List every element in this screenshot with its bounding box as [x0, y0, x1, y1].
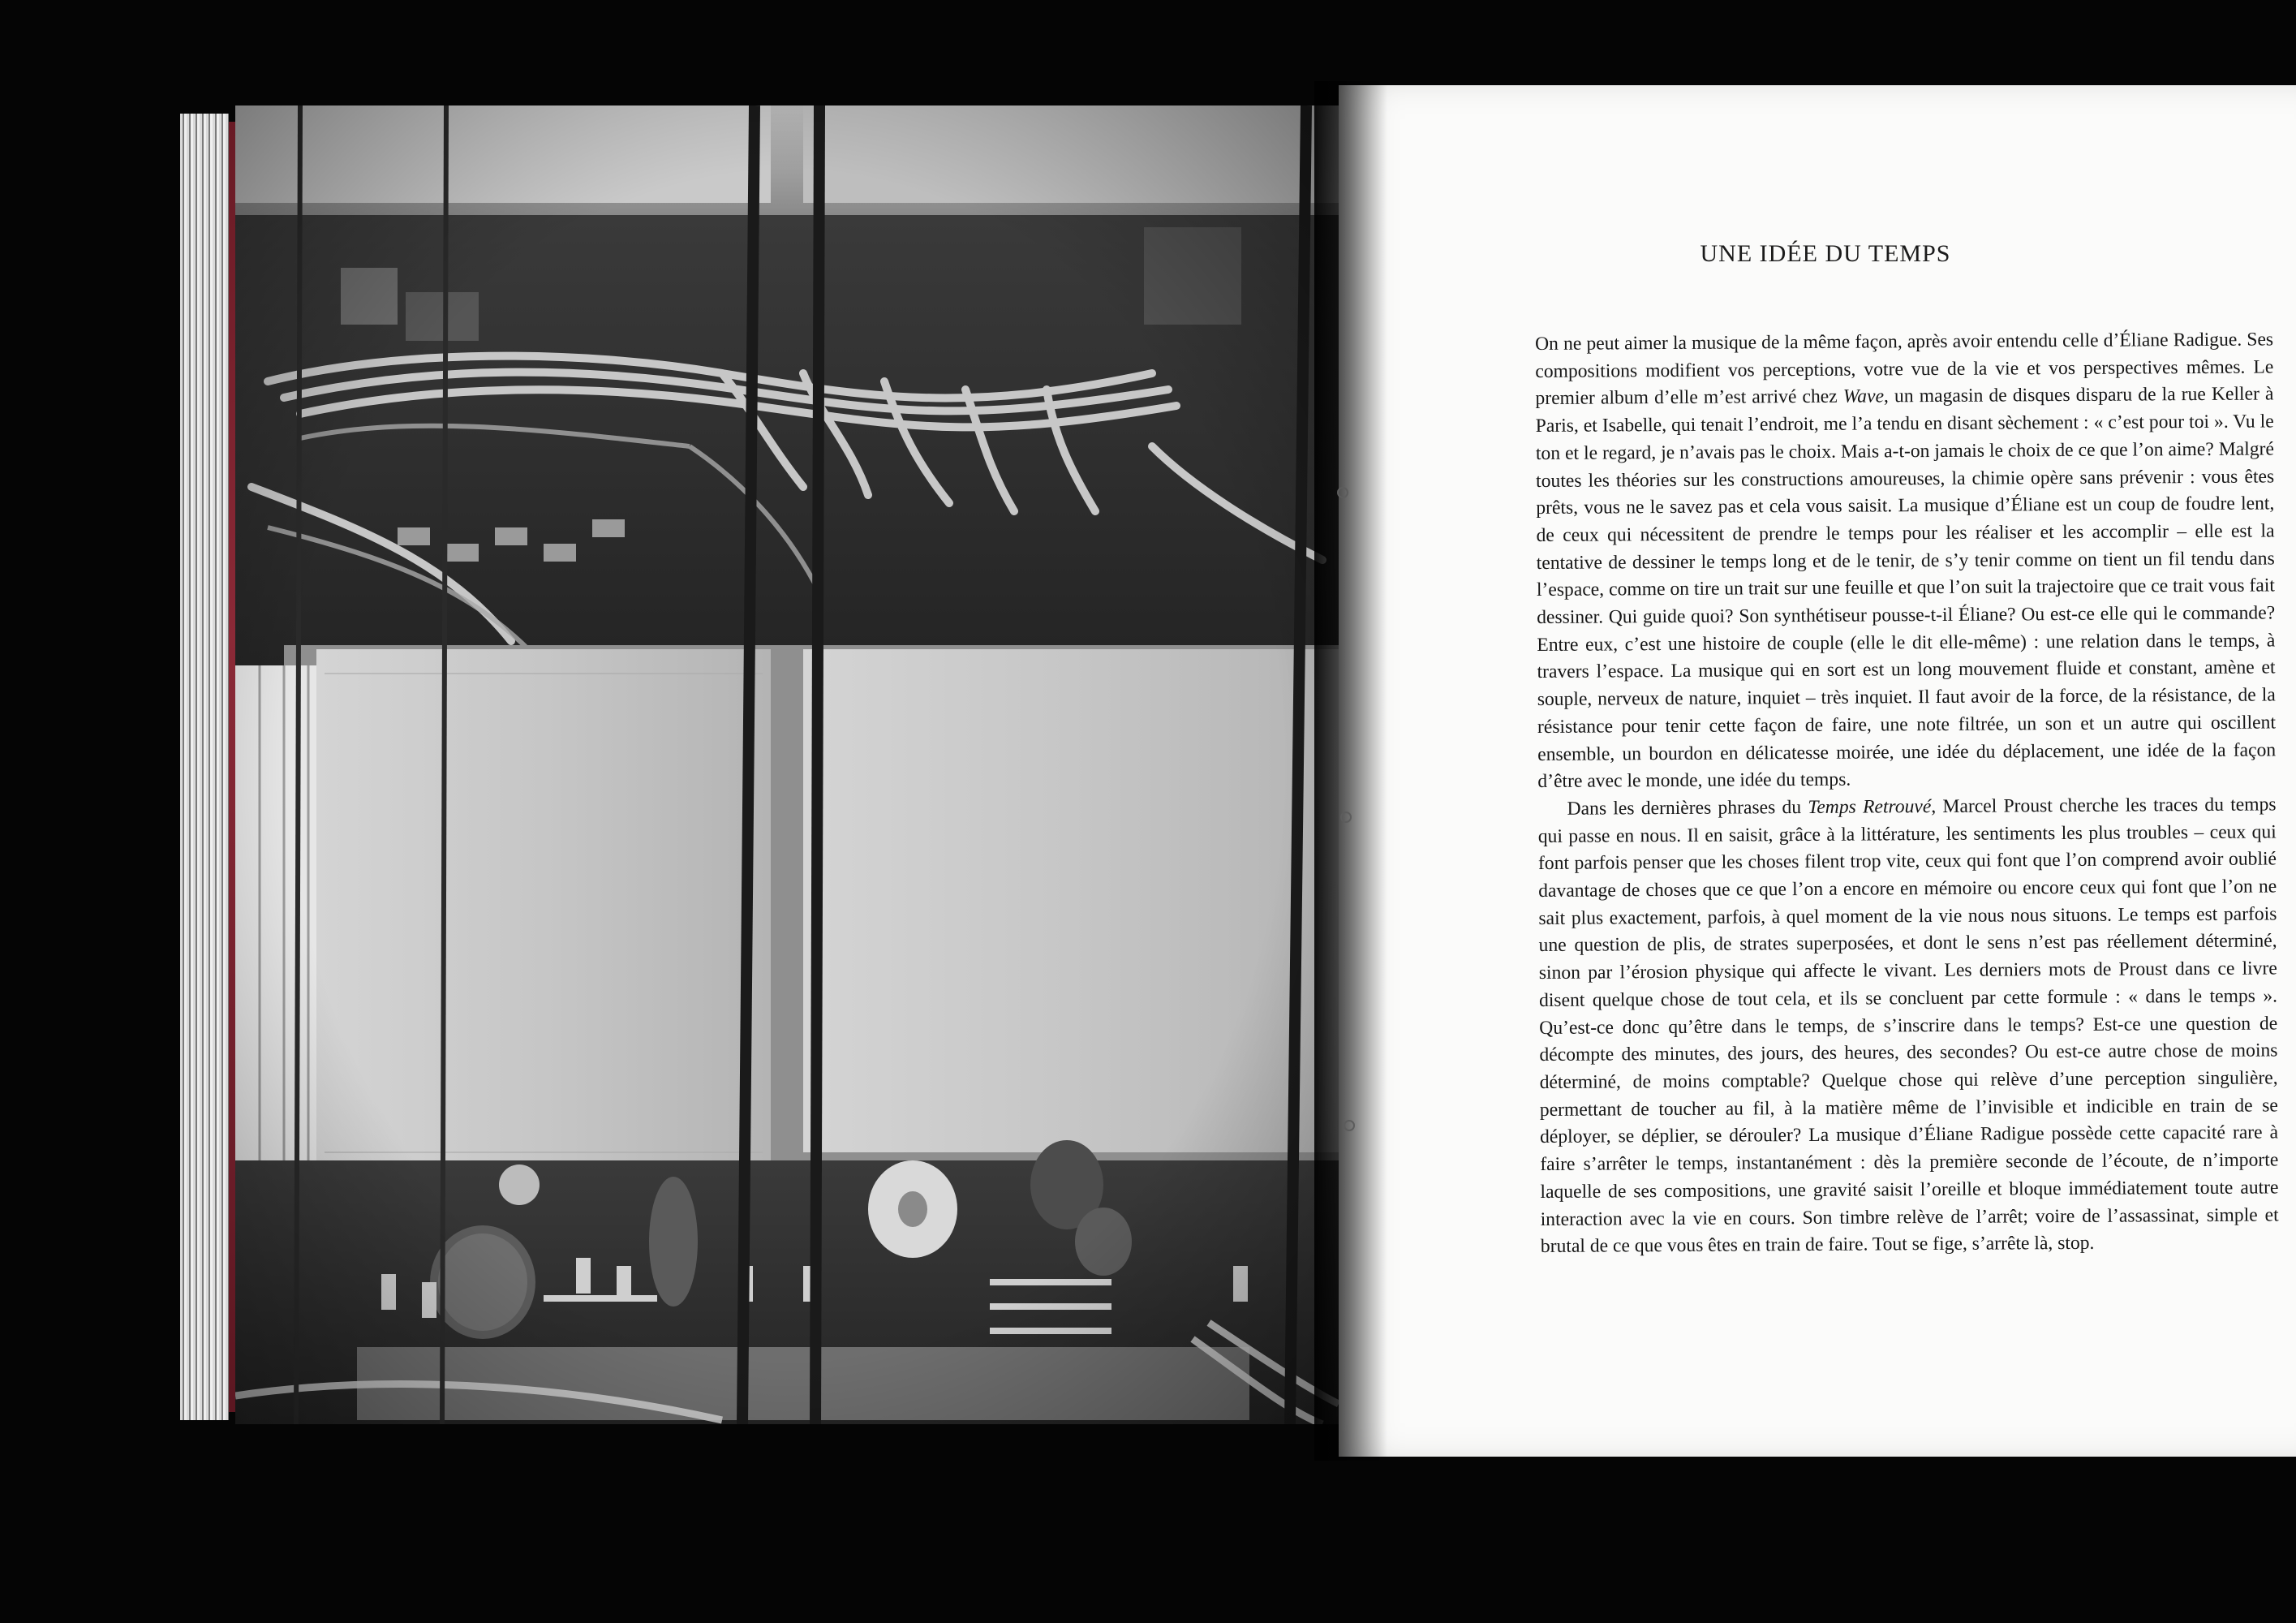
chapter-title: UNE IDÉE DU TEMPS [1700, 240, 1951, 267]
binding-hole [1337, 487, 1348, 498]
binding-hole [1344, 1120, 1355, 1131]
paragraph-1-part-2: , un magasin de disques disparu de la rue Keller à Paris, et Isabelle, qui tenait l’endroit, me l’a tendu en disant sèchement : « c’est pour toi ». Vu le ton et le regard, je n’avais pas le choix. Mais a-t-on jamais le choix de ce que l’on aime? Malgré toutes les théories sur les constructions amoureuses, la chimie opère sans prévenir : vous êtes prêts, vous ne le savez pas et cela vous saisit. La musique d’Éliane est un coup de foudre lent, de ceux qui nécessitent de prendre le temps pour les réaliser et les accomplir – elle est la tentative de dessiner le temps long et de le tenir, de s’y tenir comme on tient un fil tendu dans l’espace, comme on tire un trait sur une feuille et que l’on suit la trajectoire que ce trait vous fait dessiner. Qui guide quoi? Son synthétiseur pousse-t-il Éliane? Ou est-ce elle qui le commande? Entre eux, c’est une histoire de couple (elle le dit elle-même) : une relation dans le temps, à travers l’espace. La musique qui en sort est un long mouvement fluide et constant, amène et souple, nerveux de nature, inquiet – très inquiet. Il faut avoir de la force, de la résistance, de la résistance pour tenir cette façon de faire, une note filtrée, un son et un autre qui oscillent ensemble, un bourdon en délicatesse moirée, une idée du déplacement, une idée de la façon d’être avec le monde, une idée du temps. [1535, 383, 2277, 793]
circuit-board-photo [235, 105, 1339, 1424]
body-text [1535, 326, 2279, 1260]
record-shop-name: Wave [1842, 385, 1885, 408]
page-edges [180, 114, 229, 1420]
book-title: Temps Retrouvé [1808, 795, 1932, 818]
binding-hole [1340, 812, 1352, 823]
paragraph-2 [1538, 791, 2279, 1261]
paragraph-1-part-1: On ne peut aimer la musique de la même façon, après avoir entendu celle d’Éliane Radigue. Ses compositions modifient vos perceptions, votre vue de la vie et vos perspectives mêmes. Le premier album d’elle m’est arrivé chez [1535, 329, 2274, 410]
paragraph-1 [1535, 326, 2276, 796]
paragraph-2-part-1: Dans les dernières phrases du [1567, 796, 1808, 820]
left-page-photo [235, 105, 1339, 1424]
paragraph-2-part-2: , Marcel Proust cherche les traces du temps qui passe en nous. Il en saisit, grâce à la littérature, les sentiments les plus troubles – ceux qui font parfois penser que les choses filent trop vite, ceux qui font que l’on comprend avoir oublié davantage de choses que ce que l’on a encore en mémoire ou encore ceux qui font que l’on ne sait plus exactement, parfois, à quel moment de la vie nous nous situons. Le temps est parfois une question de plis, de strates superposées, et dont le sens n’est pas réellement déterminé, sinon par l’érosion physique qui affecte le vivant. Les derniers mots de Proust dans ce livre disent quelque chose de tout cela, et ils se concluent par cette formule : « dans le temps ». Qu’est-ce donc qu’être dans le temps, de s’inscrire dans le temps? Est-ce une question de décompte des minutes, des jours, des heures, des secondes? Ou est-ce autre chose de moins déterminé, de moins comptable? Quelque chose qui relève d’une perception singulière, permettant de toucher au fil, à la matière même de l’invisible et indicible en train de se déployer, se déplier, se dérouler? La musique d’Éliane Radigue possède cette capacité rare à faire s’arrêter le temps, instantanément : dès la première seconde de l’écoute, de n’importe laquelle de ses compositions, une gravité saisit l’oreille et bloque immédiatement toute autre interaction avec la vie en cours. Son timbre relève de l’arrêt; voire de l’assassinat, simple et brutal de ce que vous êtes en train de faire. Tout se fige, s’arrête là, stop. [1537, 794, 2279, 1258]
